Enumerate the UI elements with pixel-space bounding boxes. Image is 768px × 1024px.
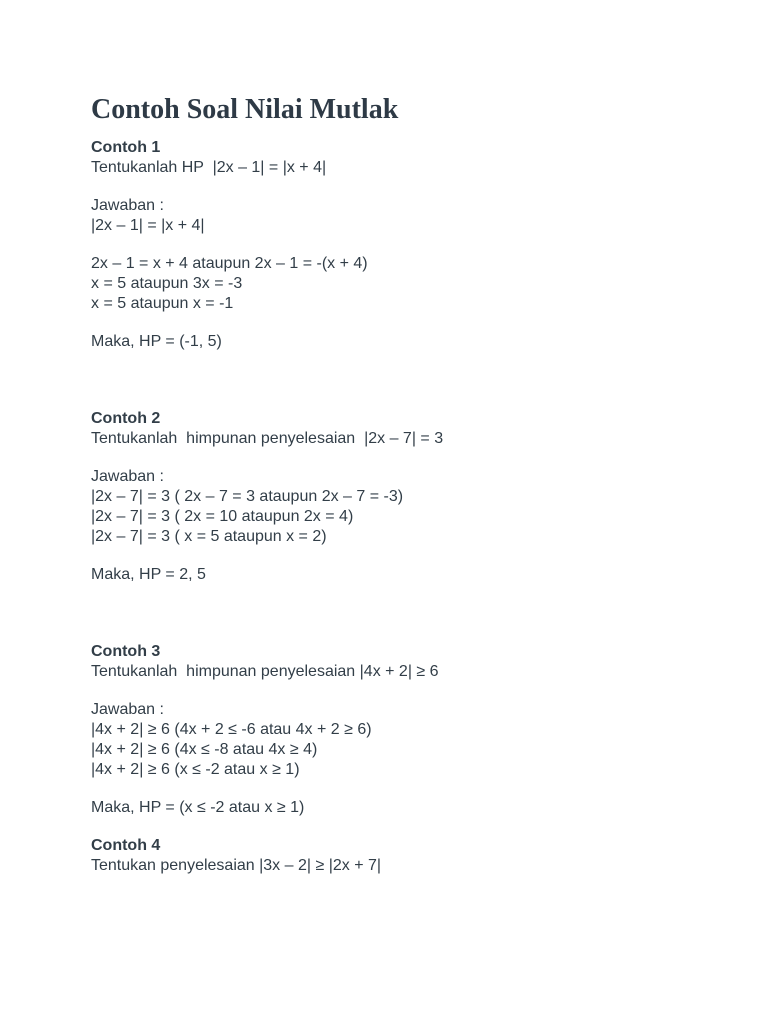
example-3-heading: Contoh 3	[91, 643, 161, 660]
example-2-question: Tentukanlah himpunan penyelesaian |2x – 7| = 3	[91, 430, 444, 447]
example-1-answer-label: Jawaban :	[91, 197, 164, 214]
example-4-heading: Contoh 4	[91, 837, 161, 854]
page-title: Contoh Soal Nilai Mutlak	[91, 94, 399, 125]
example-2-heading: Contoh 2	[91, 410, 161, 427]
example-2-step-1: |2x – 7| = 3 ( 2x – 7 = 3 ataupun 2x – 7 = -3)	[91, 488, 404, 505]
example-1-step-1: |2x – 1| = |x + 4|	[91, 217, 205, 234]
example-1-step-3: x = 5 ataupun 3x = -3	[91, 275, 243, 292]
example-3-step-2: |4x + 2| ≥ 6 (4x ≤ -8 atau 4x ≥ 4)	[91, 741, 318, 758]
example-3-step-3: |4x + 2| ≥ 6 (x ≤ -2 atau x ≥ 1)	[91, 761, 300, 778]
example-1-step-4: x = 5 ataupun x = -1	[91, 295, 234, 312]
document-page	[91, 92, 738, 876]
example-1-heading: Contoh 1	[91, 139, 161, 156]
example-3-step-1: |4x + 2| ≥ 6 (4x + 2 ≤ -6 atau 4x + 2 ≥ 6)	[91, 721, 372, 738]
example-4-question: Tentukan penyelesaian |3x – 2| ≥ |2x + 7|	[91, 857, 382, 874]
example-3-answer-label: Jawaban :	[91, 701, 164, 718]
example-1	[91, 138, 738, 352]
example-2-result: Maka, HP = 2, 5	[91, 566, 206, 583]
example-2-step-2: |2x – 7| = 3 ( 2x = 10 ataupun 2x = 4)	[91, 508, 354, 525]
example-1-step-2: 2x – 1 = x + 4 ataupun 2x – 1 = -(x + 4)	[91, 255, 368, 272]
example-3-question: Tentukanlah himpunan penyelesaian |4x + 2| ≥ 6	[91, 663, 439, 680]
example-3-result: Maka, HP = (x ≤ -2 atau x ≥ 1)	[91, 799, 305, 816]
example-2-answer-label: Jawaban :	[91, 468, 164, 485]
example-3	[91, 642, 738, 818]
example-1-question: Tentukanlah HP |2x – 1| = |x + 4|	[91, 159, 327, 176]
example-2	[91, 409, 738, 585]
example-4	[91, 836, 738, 876]
example-1-result: Maka, HP = (-1, 5)	[91, 333, 222, 350]
example-2-step-3: |2x – 7| = 3 ( x = 5 ataupun x = 2)	[91, 528, 327, 545]
